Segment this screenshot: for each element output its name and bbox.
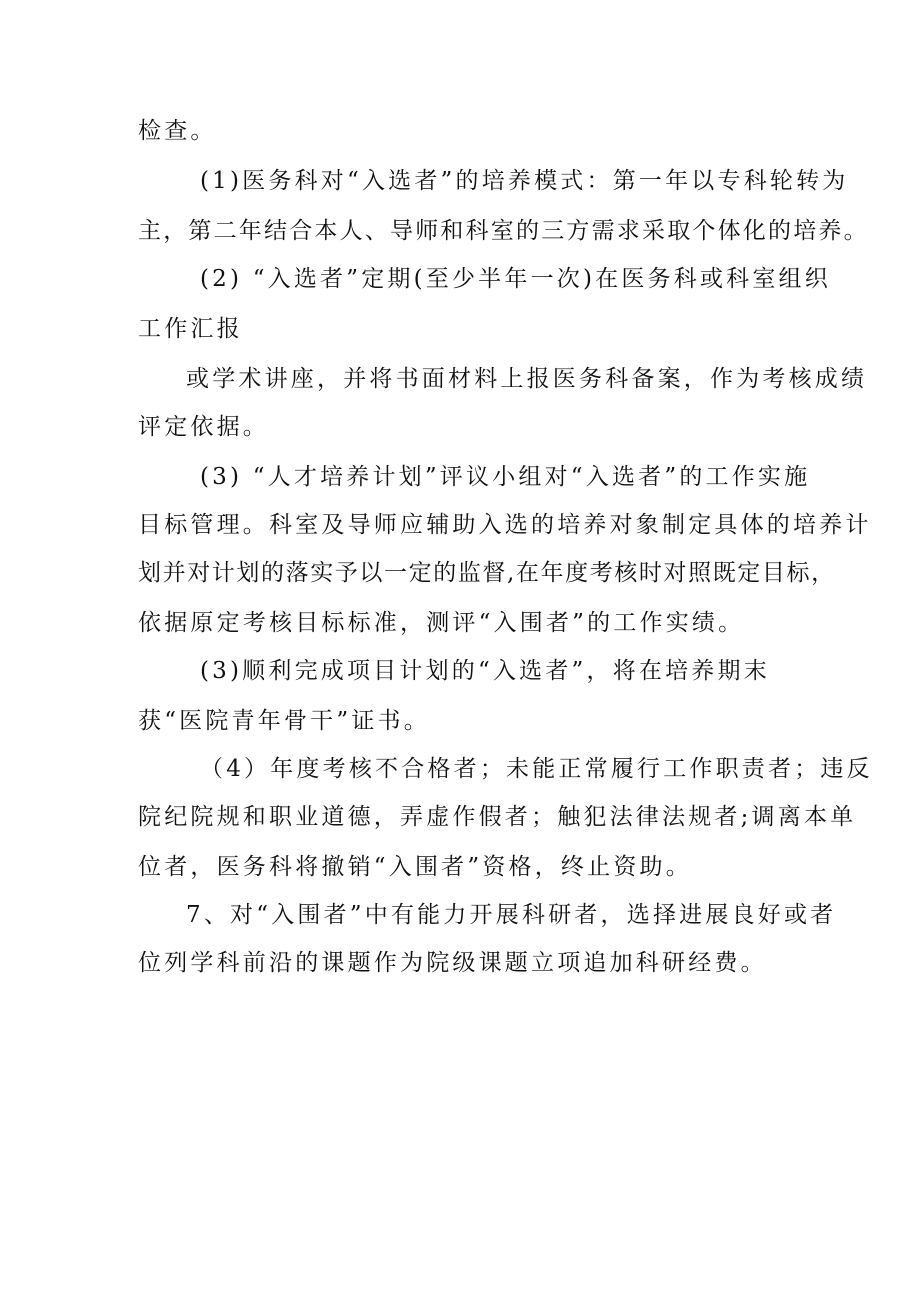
text-line-11: 依据原定考核目标标准，测评“入围者”的工作实绩。 [138,610,745,636]
text-line-4: (2) “入选者”定期(至少半年一次)在医务科或科室组织 [200,266,831,292]
text-line-9: 目标管理。科室及导师应辅助入选的培养对象制定具体的培养计 [138,512,872,538]
text-line-16: 位者，医务科将撤销“入围者”资格，终止资助。 [138,854,692,880]
text-line-8: (3) “人才培养计划”评议小组对“入选者”的工作实施 [200,464,811,490]
text-line-14: （4）年度考核不合格者；未能正常履行工作职责者；违反 [200,756,873,782]
text-line-3: 主，第二年结合本人、导师和科室的三方需求采取个体化的培养。 [138,218,869,244]
text-line-13: 获“医院青年骨干”证书。 [138,708,430,734]
text-line-10: 划并对计划的落实予以一定的监督,在年度考核时对照既定目标， [138,560,836,586]
text-line-17: 7、对“入围者”中有能力开展科研者，选择进展良好或者 [186,902,837,928]
text-line-5: 工作汇报 [138,316,243,342]
text-line-12: (3)顺利完成项目计划的“入选者”，将在培养期末 [200,658,770,684]
text-line-6: 或学术讲座，并将书面材料上报医务科备案，作为考核成绩 [186,366,868,392]
text-line-18: 位列学科前沿的课题作为院级课题立项追加科研经费。 [138,950,767,976]
text-line-15: 院纪院规和职业道德，弄虚作假者；触犯法律法规者;调离本单 [138,804,857,830]
text-line-2: (1)医务科对“入选者”的培养模式：第一年以专科轮转为 [200,168,849,194]
text-line-1: 检查。 [138,118,217,144]
text-line-7: 评定依据。 [138,414,269,440]
